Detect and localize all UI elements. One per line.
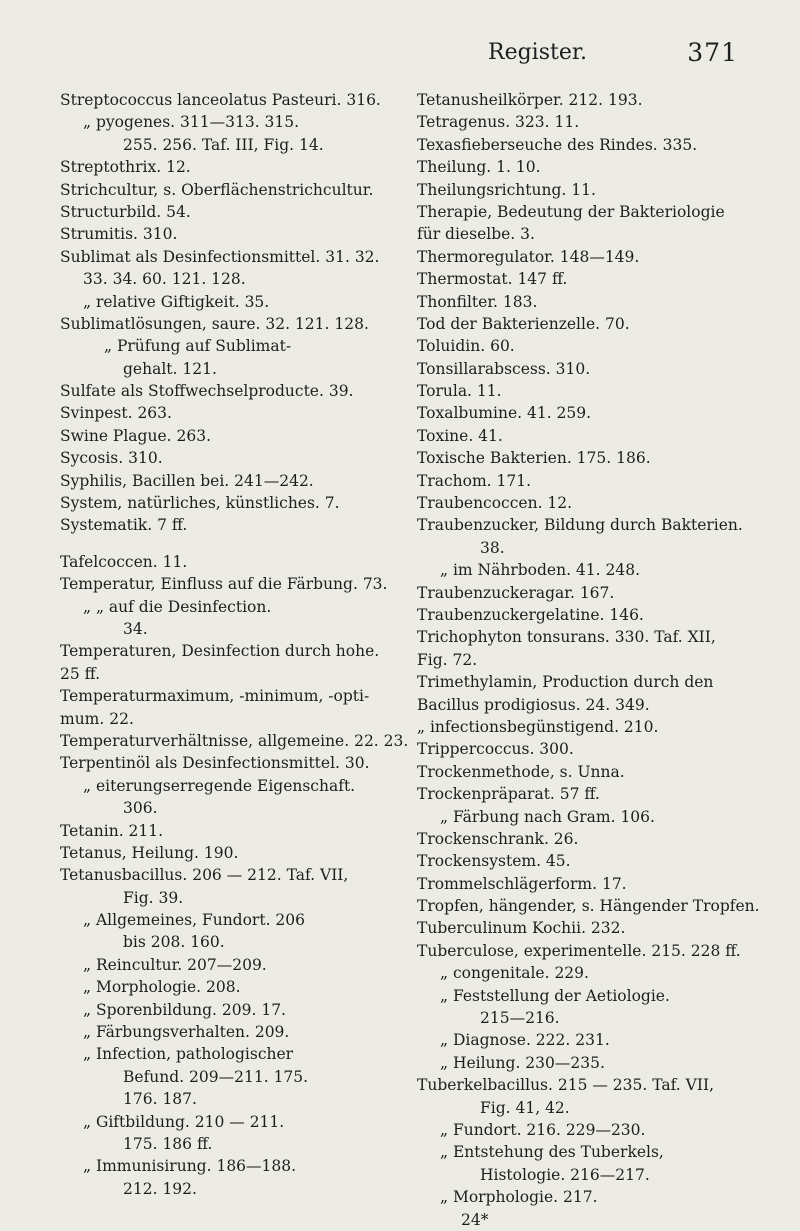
index-entry: 34.	[123, 619, 148, 638]
index-entry: „ Morphologie. 208.	[83, 978, 241, 997]
index-entry: Swine Plague. 263.	[60, 426, 211, 445]
index-entry: Fig. 39.	[123, 888, 184, 907]
index-entry: „ Diagnose. 222. 231.	[440, 1031, 610, 1050]
index-entry: Toxalbumine. 41. 259.	[417, 404, 592, 423]
index-entry: Strumitis. 310.	[60, 225, 178, 244]
index-entry: „ Fundort. 216. 229—230.	[440, 1120, 646, 1139]
index-entry: „ Feststellung der Aetiologie.	[440, 986, 670, 1005]
index-entry: Svinpest. 263.	[60, 404, 172, 423]
index-entry: Histologie. 216—217.	[480, 1165, 650, 1184]
index-entry: 306.	[123, 799, 158, 818]
index-entry: Therapie, Bedeutung der Bakteriologie	[417, 202, 725, 221]
index-entry: Thermostat. 147 ff.	[417, 270, 568, 289]
index-entry: „ Färbungsverhalten. 209.	[83, 1023, 290, 1042]
index-entry: Tetanusbacillus. 206 — 212. Taf. VII,	[60, 866, 349, 885]
index-entry: Systematik. 7 ff.	[60, 516, 188, 535]
index-entry: Fig. 41, 42.	[480, 1098, 570, 1117]
index-entry: System, natürliches, künstliches. 7.	[60, 494, 340, 513]
index-entry: Strichcultur, s. Oberflächenstrichcultur.	[60, 180, 374, 199]
index-entry: „ „ auf die Desinfection.	[83, 597, 272, 616]
index-entry: Tropfen, hängender, s. Hängender Tropfen.	[417, 897, 760, 916]
index-entry: Tetanusheilkörper. 212. 193.	[417, 91, 643, 109]
index-entry: Sycosis. 310.	[60, 449, 163, 468]
index-entry: für dieselbe. 3.	[417, 225, 535, 244]
index-entry: „ Prüfung auf Sublimat-	[104, 337, 292, 356]
index-entry: Traubenzucker, Bildung durch Bakterien.	[417, 516, 743, 535]
index-entry: „ Giftbildung. 210 — 211.	[83, 1112, 285, 1131]
index-entry: Torula. 11.	[417, 382, 502, 401]
index-entry: Fig. 72.	[417, 650, 478, 669]
index-entry: 255. 256. Taf. III, Fig. 14.	[123, 135, 324, 154]
index-entry: „ congenitale. 229.	[440, 964, 589, 983]
index-entry: Sulfate als Stoffwechselproducte. 39.	[60, 382, 354, 401]
index-entry: Befund. 209—211. 175.	[123, 1067, 309, 1086]
index-entry: mum. 22.	[60, 709, 134, 728]
index-entry: 212. 192.	[123, 1179, 197, 1198]
index-entry: 33. 34. 60. 121. 128.	[83, 270, 246, 289]
index-entry: Toxische Bakterien. 175. 186.	[417, 449, 651, 468]
index-entry: Temperaturmaximum, -minimum, -opti-	[60, 687, 370, 706]
index-entry: Tuberkelbacillus. 215 — 235. Taf. VII,	[417, 1076, 715, 1095]
index-entry: Tonsillarabscess. 310.	[417, 359, 591, 378]
index-entry: Sublimat als Desinfectionsmittel. 31. 32.	[60, 247, 380, 266]
index-entry: Tuberculinum Kochii. 232.	[417, 919, 626, 938]
index-entry: „ Färbung nach Gram. 106.	[440, 807, 655, 826]
index-entry: Trockenpräparat. 57 ff.	[417, 785, 600, 804]
index-entry: „ Entstehung des Tuberkels,	[440, 1143, 664, 1162]
index-entry: „ infectionsbegünstigend. 210.	[417, 717, 659, 736]
index-entry: Trockenschrank. 26.	[417, 829, 579, 848]
index-entry: Structurbild. 54.	[60, 202, 191, 221]
index-entry: gehalt. 121.	[123, 359, 217, 378]
page-title: Register.	[488, 40, 587, 65]
index-entry: Trichophyton tonsurans. 330. Taf. XII,	[417, 628, 716, 647]
index-entry: Trommelschlägerform. 17.	[417, 874, 627, 893]
index-entry: Thonfilter. 183.	[417, 292, 538, 311]
index-entry: Sublimatlösungen, saure. 32. 121. 128.	[60, 314, 369, 333]
index-entry: Terpentinöl als Desinfectionsmittel. 30.	[60, 754, 370, 773]
index-entry: Tetanus, Heilung. 190.	[60, 843, 239, 862]
index-entry: „ im Nährboden. 41. 248.	[440, 561, 641, 580]
index-entry: „ eiterungserregende Eigenschaft.	[83, 776, 356, 795]
index-entry: 24*	[461, 1210, 489, 1229]
index-entry: bis 208. 160.	[123, 933, 225, 952]
index-entry: Tafelcoccen. 11.	[60, 552, 188, 571]
index-entry: „ Morphologie. 217.	[440, 1188, 598, 1207]
index-entry: Trockenmethode, s. Unna.	[417, 762, 625, 781]
index-entry: Traubenzuckeragar. 167.	[417, 583, 615, 602]
index-entry: „ Infection, pathologischer	[83, 1045, 294, 1064]
index-entry: 176. 187.	[123, 1090, 197, 1109]
page-number: 371	[687, 38, 738, 67]
index-entry: 175. 186 ff.	[123, 1134, 213, 1153]
index-entry: Bacillus prodigiosus. 24. 349.	[417, 695, 650, 714]
index-entry: Toluidin. 60.	[417, 337, 515, 356]
index-entry: Theilung. 1. 10.	[417, 158, 541, 177]
index-entry: Syphilis, Bacillen bei. 241—242.	[60, 471, 314, 490]
section-divider	[60, 537, 400, 551]
index-entry: Trockensystem. 45.	[417, 852, 571, 871]
index-entry: Thermoregulator. 148—149.	[417, 247, 640, 266]
index-entry: Trimethylamin, Production durch den	[417, 673, 714, 692]
index-entry: Traubencoccen. 12.	[417, 494, 573, 513]
index-entry: „ relative Giftigkeit. 35.	[83, 292, 270, 311]
index-entry: 215—216.	[480, 1009, 560, 1028]
index-entry: Toxine. 41.	[417, 426, 503, 445]
index-entry: Trippercoccus. 300.	[417, 740, 574, 759]
index-entry: Tetragenus. 323. 11.	[417, 113, 580, 132]
index-entry: „ Immunisirung. 186—188.	[83, 1157, 297, 1176]
page-header	[0, 38, 800, 68]
index-column-left	[60, 89, 409, 1200]
index-entry: Tod der Bakterienzelle. 70.	[417, 314, 630, 333]
index-entry: Tetanin. 211.	[60, 821, 164, 840]
index-entry: Theilungsrichtung. 11.	[417, 180, 596, 199]
index-entry: 38.	[480, 538, 505, 557]
index-entry: Streptothrix. 12.	[60, 158, 191, 177]
index-entry: Temperaturen, Desinfection durch hohe.	[60, 642, 380, 661]
index-entry: Trachom. 171.	[417, 471, 532, 490]
index-entry: Texasfieberseuche des Rindes. 335.	[417, 135, 698, 154]
index-entry: „ Heilung. 230—235.	[440, 1053, 605, 1072]
index-entry: Temperatur, Einfluss auf die Färbung. 73.	[60, 575, 388, 594]
index-entry: Streptococcus lanceolatus Pasteuri. 316.	[60, 91, 381, 109]
index-entry: Tuberculose, experimentelle. 215. 228 ff.	[417, 941, 741, 960]
index-column-right	[417, 89, 760, 1231]
index-entry: Traubenzuckergelatine. 146.	[417, 605, 644, 624]
index-entry: „ pyogenes. 311—313. 315.	[83, 113, 300, 132]
index-entry: 25 ff.	[60, 664, 101, 683]
index-entry: „ Allgemeines, Fundort. 206	[83, 911, 306, 930]
index-entry: „ Sporenbildung. 209. 17.	[83, 1000, 286, 1019]
index-entry: „ Reincultur. 207—209.	[83, 955, 267, 974]
index-entry: Temperaturverhältnisse, allgemeine. 22. 23.	[60, 731, 409, 750]
